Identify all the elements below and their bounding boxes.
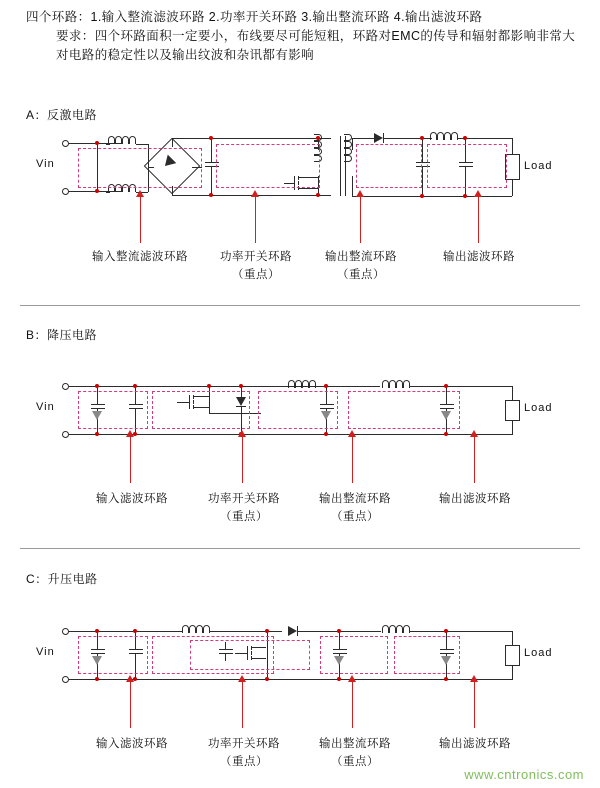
load-label: Load xyxy=(524,647,553,659)
junction-node xyxy=(95,141,99,145)
loop-output-rectifier xyxy=(320,636,388,674)
loop-output-rectifier xyxy=(258,391,338,429)
section-a-title: A：反激电路 xyxy=(26,108,98,122)
vin-terminal-top xyxy=(62,383,69,390)
secondary-winding xyxy=(344,134,352,162)
arrow-shaft xyxy=(352,680,353,728)
header-text xyxy=(26,8,582,65)
output-inductor-2 xyxy=(382,380,410,388)
arrow-shaft xyxy=(360,195,361,243)
annotation-label: 输出滤波环路 xyxy=(439,493,511,505)
wire xyxy=(69,386,209,387)
annotation-label: 输入整流滤波环路 xyxy=(92,251,188,263)
wire xyxy=(410,386,512,387)
annotation-sub: （重点） xyxy=(220,756,268,768)
wire xyxy=(512,631,513,645)
junction-node xyxy=(463,136,467,140)
output-inductor-1 xyxy=(288,380,316,388)
junction-node xyxy=(444,384,448,388)
arrow-shaft xyxy=(130,435,131,483)
arrow-shaft xyxy=(242,435,243,483)
load-resistor xyxy=(505,645,520,666)
arrow-head xyxy=(470,675,478,682)
arrow-shaft xyxy=(130,680,131,728)
wire xyxy=(211,195,331,196)
arrow-head xyxy=(251,190,259,197)
wire xyxy=(211,138,331,139)
header-line-1: 四个环路：1.输入整流滤波环路 2.功率开关环路 3.输出整流环路 4.输出滤波环路 xyxy=(26,10,483,24)
junction-node xyxy=(207,384,211,388)
wire xyxy=(383,138,423,139)
wire xyxy=(106,192,110,193)
wire xyxy=(352,138,353,150)
arrow-head xyxy=(356,190,364,197)
junction-node xyxy=(316,193,320,197)
loop-output-filter xyxy=(394,636,460,674)
arrow-shaft xyxy=(255,195,256,243)
vin-label: Vin xyxy=(36,158,55,170)
transformer-core-1 xyxy=(340,136,341,196)
annotation-label: 功率开关环路 xyxy=(208,493,280,505)
loop-power-switch xyxy=(152,391,250,429)
junction-node xyxy=(337,629,341,633)
arrow-head xyxy=(238,430,246,437)
wire xyxy=(352,138,374,139)
wire xyxy=(512,138,513,154)
junction-node xyxy=(444,432,448,436)
junction-node xyxy=(324,432,328,436)
junction-node xyxy=(209,193,213,197)
arrow-head xyxy=(126,430,134,437)
vin-terminal-bottom xyxy=(62,676,69,683)
junction-node xyxy=(420,136,424,140)
annotation-label: 输出整流环路 xyxy=(319,493,391,505)
arrow-shaft xyxy=(474,435,475,483)
wire xyxy=(210,631,282,632)
arrow-head xyxy=(238,675,246,682)
junction-node xyxy=(95,384,99,388)
arrow-head xyxy=(470,430,478,437)
junction-node xyxy=(444,677,448,681)
arrow-head xyxy=(474,190,482,197)
junction-node xyxy=(265,677,269,681)
vin-terminal-bottom xyxy=(62,188,69,195)
arrow-shaft xyxy=(140,195,141,243)
annotation-sub: （重点） xyxy=(337,269,385,281)
junction-node xyxy=(95,677,99,681)
annotation-sub: （重点） xyxy=(232,269,280,281)
wire xyxy=(512,386,513,400)
annotation-sub: （重点） xyxy=(220,511,268,523)
junction-node xyxy=(133,384,137,388)
wire xyxy=(422,138,423,156)
loop-input-rectifier-filter xyxy=(78,148,202,188)
annotation-label: 输出整流环路 xyxy=(325,251,397,263)
wire xyxy=(211,138,212,156)
arrow-head xyxy=(348,430,356,437)
junction-node xyxy=(95,629,99,633)
vin-terminal-top xyxy=(62,140,69,147)
loop-power-switch xyxy=(216,144,320,188)
wire xyxy=(352,196,512,197)
vin-terminal-top xyxy=(62,628,69,635)
annotation-label: 功率开关环路 xyxy=(208,738,280,750)
vin-label: Vin xyxy=(36,646,55,658)
wire xyxy=(211,174,212,195)
arrow-shaft xyxy=(478,195,479,243)
header-line-2: 要求：四个环路面积一定要小，布线要尽可能短粗，环路对EMC的传导和辐射都影响非常大 xyxy=(56,29,576,43)
loop-output-rectifier xyxy=(356,144,422,188)
load-label: Load xyxy=(524,160,553,172)
section-b-title: B：降压电路 xyxy=(26,328,98,342)
vin-terminal-bottom xyxy=(62,431,69,438)
wire xyxy=(422,174,423,196)
junction-node xyxy=(95,432,99,436)
junction-node xyxy=(444,629,448,633)
junction-node xyxy=(265,629,269,633)
wire xyxy=(172,138,212,139)
watermark: www.cntronics.com xyxy=(464,767,584,782)
load-label: Load xyxy=(524,402,553,414)
wire xyxy=(352,176,353,196)
loop-power-switch-inner xyxy=(190,640,310,670)
loop-input-filter xyxy=(78,636,148,674)
output-inductor xyxy=(382,625,410,633)
section-b-circuit xyxy=(0,375,600,465)
wire xyxy=(512,180,513,196)
arrow-shaft xyxy=(474,680,475,728)
load-resistor xyxy=(505,154,520,180)
output-inductor xyxy=(430,132,458,140)
wire xyxy=(512,421,513,435)
junction-node xyxy=(209,136,213,140)
choke-winding-top xyxy=(108,136,136,144)
arrow-shaft xyxy=(352,435,353,483)
loop-input-filter xyxy=(78,391,148,429)
annotation-label: 输入滤波环路 xyxy=(96,738,168,750)
vin-label: Vin xyxy=(36,401,55,413)
section-c-title: C：升压电路 xyxy=(26,572,98,586)
junction-node xyxy=(133,629,137,633)
arrow-shaft xyxy=(242,680,243,728)
annotation-label: 输出滤波环路 xyxy=(439,738,511,750)
annotation-sub: （重点） xyxy=(331,756,379,768)
junction-node xyxy=(324,384,328,388)
annotation-sub: （重点） xyxy=(331,511,379,523)
junction-node xyxy=(95,189,99,193)
wire xyxy=(106,144,110,145)
load-resistor xyxy=(505,400,520,421)
annotation-label: 输出整流环路 xyxy=(319,738,391,750)
wire xyxy=(512,666,513,680)
junction-node xyxy=(337,677,341,681)
section-a-circuit xyxy=(0,130,600,230)
wire xyxy=(69,631,182,632)
divider xyxy=(20,305,580,306)
loop-output-filter xyxy=(427,144,507,188)
wire xyxy=(410,631,512,632)
junction-node xyxy=(420,194,424,198)
arrow-head xyxy=(136,190,144,197)
wire xyxy=(136,144,148,145)
divider xyxy=(20,548,580,549)
annotation-label: 功率开关环路 xyxy=(220,251,292,263)
junction-node xyxy=(316,136,320,140)
boost-inductor xyxy=(182,625,210,633)
section-c-circuit xyxy=(0,620,600,710)
junction-node xyxy=(239,384,243,388)
arrow-head xyxy=(348,675,356,682)
junction-node xyxy=(463,194,467,198)
annotation-label: 输入滤波环路 xyxy=(96,493,168,505)
header-line-3: 对电路的稳定性以及输出纹波和杂讯都有影响 xyxy=(56,48,315,62)
annotation-label: 输出滤波环路 xyxy=(443,251,515,263)
arrow-head xyxy=(126,675,134,682)
wire xyxy=(172,195,212,196)
loop-output-filter xyxy=(348,391,460,429)
